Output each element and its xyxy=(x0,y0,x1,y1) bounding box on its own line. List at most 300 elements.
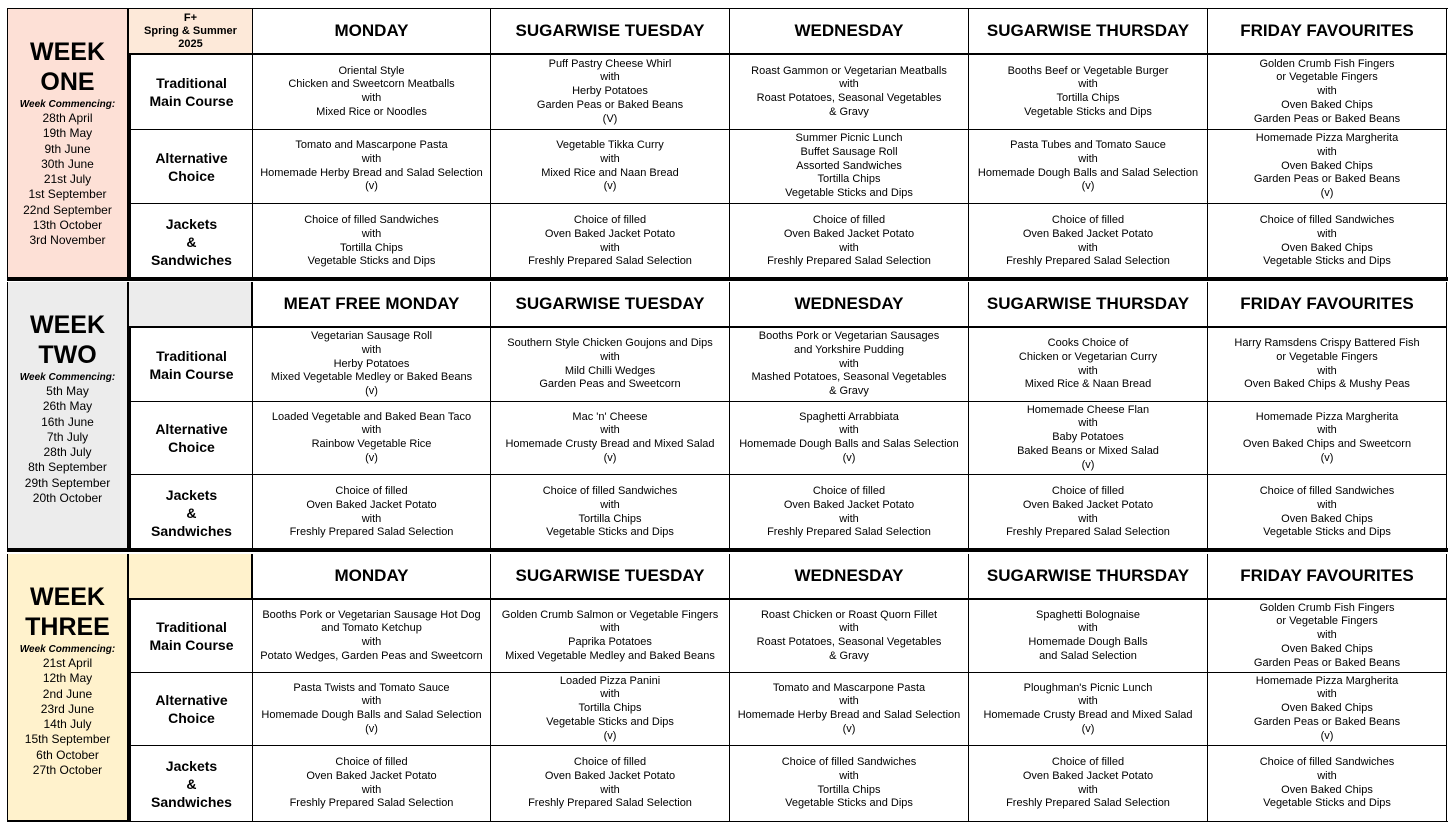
traditional-main-course-row-label: Traditional Main Course xyxy=(129,600,253,673)
menu-line: with xyxy=(1317,769,1337,782)
menu-cell-jackets xyxy=(969,204,1208,279)
menu-line: (v) xyxy=(365,722,378,735)
menu-line: Homemade Pizza Margherita xyxy=(1255,410,1399,423)
season-line2: Spring & Summer xyxy=(144,24,237,37)
menu-line: Vegetable Sticks and Dips xyxy=(307,255,436,268)
menu-line: (v) xyxy=(603,451,617,464)
menu-line: Roast Potatoes, Seasonal Vegetables xyxy=(756,636,942,648)
menu-line: Pasta Twists and Tomato Sauce xyxy=(293,681,450,694)
week-date: 12th May xyxy=(42,671,93,686)
menu-cell-traditional xyxy=(1208,328,1447,402)
week-block xyxy=(7,8,1448,279)
week-dates-list xyxy=(25,384,110,506)
menu-line: Tortilla Chips xyxy=(817,173,881,186)
menu-line: Vegetable Sticks and Dips xyxy=(785,187,913,200)
menu-line: Choice of filled xyxy=(812,485,886,498)
menu-line: Choice of filled Sandwiches xyxy=(1259,214,1395,227)
week-commencing-label: Week Commencing: xyxy=(19,99,116,110)
menu-line: Booths Pork or Vegetarian Sausage Hot Dog xyxy=(262,608,481,621)
day-header: FRIDAY FAVOURITES xyxy=(1208,9,1447,55)
menu-line: Mashed Potatoes, Seasonal Vegetables xyxy=(751,371,947,384)
menu-line: Roast Gammon or Vegetarian Meatballs xyxy=(751,64,947,77)
week-date: 21st July xyxy=(43,172,92,187)
menu-cell-jackets xyxy=(253,204,491,279)
menu-line: Vegetable Sticks and Dips xyxy=(1263,526,1391,539)
menu-line: Chicken or Vegetarian Curry xyxy=(1018,350,1158,363)
menu-line: with xyxy=(600,783,620,796)
menu-line: with xyxy=(839,357,859,370)
menu-line: Southern Style Chicken Goujons and Dips xyxy=(507,337,713,350)
week-title: WEEK ONE xyxy=(30,38,105,96)
menu-line: Freshly Prepared Salad Selection xyxy=(289,526,454,539)
week-date: 16th June xyxy=(41,414,94,429)
menu-line: (v) xyxy=(1081,722,1095,735)
menu-line: Cooks Choice of xyxy=(1047,337,1129,350)
menu-cell-traditional xyxy=(253,600,491,673)
menu-cell-alternative xyxy=(253,673,491,746)
menu-cell-traditional xyxy=(969,55,1208,130)
menu-line: Choice of filled xyxy=(573,214,647,227)
menu-line: and Tomato Ketchup xyxy=(321,622,422,635)
menu-line: with xyxy=(1317,227,1337,240)
menu-line: with xyxy=(600,622,620,635)
menu-cell-alternative xyxy=(730,673,969,746)
menu-line: Herby Potatoes xyxy=(572,85,648,98)
menu-line: Homemade Pizza Margherita xyxy=(1255,132,1399,145)
menu-line: with xyxy=(1078,695,1098,708)
menu-line: Garden Peas or Baked Beans xyxy=(1253,173,1401,186)
menu-line: Oven Baked Jacket Potato xyxy=(544,227,676,240)
menu-line: (v) xyxy=(1081,180,1095,193)
menu-cell-traditional xyxy=(969,600,1208,673)
menu-line: Homemade Herby Bread and Salad Selection xyxy=(260,166,483,179)
day-header: MONDAY xyxy=(253,554,491,600)
week-date: 19th May xyxy=(42,126,93,141)
menu-cell-jackets xyxy=(491,475,730,550)
menu-line: Summer Picnic Lunch xyxy=(795,132,903,145)
menu-line: with xyxy=(600,71,620,84)
menu-cell-traditional xyxy=(1208,600,1447,673)
menu-line: with xyxy=(1078,364,1098,377)
week-date: 29th September xyxy=(24,475,111,490)
menu-line: Tomato and Mascarpone Pasta xyxy=(772,681,926,694)
menu-line: & Gravy xyxy=(829,385,869,398)
menu-line: with xyxy=(361,343,382,356)
menu-line: Oven Baked Jacket Potato xyxy=(1022,227,1154,240)
week-date: 20th October xyxy=(32,491,103,506)
menu-line: & Gravy xyxy=(829,105,869,118)
menu-line: Booths Beef or Vegetable Burger xyxy=(1007,64,1169,77)
menu-line: Loaded Vegetable and Baked Bean Taco xyxy=(271,410,472,423)
menu-line: Choice of filled xyxy=(573,756,647,769)
menu-line: with xyxy=(839,78,859,91)
day-header: MEAT FREE MONDAY xyxy=(253,282,491,328)
menu-line: Freshly Prepared Salad Selection xyxy=(528,797,692,810)
day-header: MONDAY xyxy=(253,9,491,55)
week-date: 14th July xyxy=(43,717,92,732)
menu-line: Assorted Sandwiches xyxy=(796,159,902,172)
menu-line: with xyxy=(1078,417,1098,430)
menu-cell-jackets xyxy=(253,746,491,821)
menu-line: Choice of filled xyxy=(335,756,408,769)
menu-line: & Gravy xyxy=(829,649,869,662)
menu-line: Garden Peas or Baked Beans xyxy=(1253,112,1401,125)
menu-line: Oven Baked Chips & Mushy Peas xyxy=(1244,378,1410,391)
menu-line: with xyxy=(361,783,382,796)
menu-cell-alternative xyxy=(491,130,730,204)
menu-line: Garden Peas and Sweetcorn xyxy=(539,378,681,391)
menu-line: Chicken and Sweetcorn Meatballs xyxy=(288,78,455,91)
menu-line: Mixed Rice & Naan Bread xyxy=(1024,378,1152,391)
menu-line: Mixed Rice and Naan Bread xyxy=(541,166,679,179)
menu-line: Golden Crumb Salmon or Vegetable Fingers xyxy=(501,608,719,621)
season-line1: F+ xyxy=(183,11,198,24)
menu-line: Homemade Cheese Flan xyxy=(1026,403,1150,416)
menu-line: Tortilla Chips xyxy=(817,783,881,796)
menu-line: Tortilla Chips xyxy=(340,241,403,254)
menu-line: with xyxy=(839,769,859,782)
week-dates-list xyxy=(25,656,110,778)
menu-cell-alternative xyxy=(491,402,730,475)
day-header: FRIDAY FAVOURITES xyxy=(1208,282,1447,328)
menu-line: Golden Crumb Fish Fingers xyxy=(1259,57,1395,70)
week-label-panel xyxy=(7,282,129,550)
week-date: 27th October xyxy=(32,763,103,778)
menu-line: Mixed Vegetable Medley and Baked Beans xyxy=(505,649,715,662)
week-title: WEEK THREE xyxy=(25,583,110,641)
menu-line: Choice of filled Sandwiches xyxy=(781,756,917,769)
menu-cell-alternative xyxy=(253,130,491,204)
menu-line: with xyxy=(361,512,382,525)
menu-line: Tortilla Chips xyxy=(578,702,642,715)
menu-line: (v) xyxy=(1320,729,1334,742)
menu-cell-jackets xyxy=(1208,746,1447,821)
menu-line: Mild Chilli Wedges xyxy=(564,364,656,377)
day-header: SUGARWISE THURSDAY xyxy=(969,554,1208,600)
week-date: 9th June xyxy=(44,141,91,156)
menu-line: (v) xyxy=(842,451,856,464)
menu-line: Roast Chicken or Roast Quorn Fillet xyxy=(760,608,938,621)
week-date: 7th July xyxy=(46,429,89,444)
week-block xyxy=(7,554,1448,822)
week-label-panel xyxy=(7,554,129,821)
menu-line: with xyxy=(1317,85,1337,98)
menu-line: Harry Ramsdens Crispy Battered Fish xyxy=(1234,337,1420,350)
menu-line: Mixed Vegetable Medley or Baked Beans xyxy=(270,371,473,384)
menu-line: Vegetable Sticks and Dips xyxy=(1263,255,1391,268)
menu-line: Oven Baked Chips xyxy=(1281,241,1373,254)
menu-line: Homemade Dough Balls and Salas Selection xyxy=(739,438,959,450)
day-header: SUGARWISE TUESDAY xyxy=(491,554,730,600)
menu-cell-jackets xyxy=(730,475,969,550)
week-label-panel xyxy=(7,9,129,279)
menu-line: Rainbow Vegetable Rice xyxy=(311,438,432,450)
menu-line: with xyxy=(1078,783,1098,796)
menu-line: with xyxy=(839,241,859,254)
menu-line: with xyxy=(1078,622,1098,635)
menu-line: with xyxy=(600,152,620,165)
menu-line: Puff Pastry Cheese Whirl xyxy=(548,57,672,70)
menu-cell-alternative xyxy=(1208,673,1447,746)
menu-line: Homemade Dough Balls xyxy=(1028,636,1148,648)
menu-line: Oven Baked Jacket Potato xyxy=(306,498,437,511)
menu-line: Vegetable Sticks and Dips xyxy=(1263,797,1391,810)
menu-line: Oriental Style xyxy=(338,64,405,77)
menu-line: Booths Pork or Vegetarian Sausages xyxy=(758,330,940,343)
week-separator xyxy=(7,548,1448,552)
season-corner xyxy=(129,9,253,55)
menu-cell-alternative xyxy=(1208,130,1447,204)
menu-line: Loaded Pizza Panini xyxy=(559,674,661,687)
menu-cell-alternative xyxy=(1208,402,1447,475)
menu-line: or Vegetable Fingers xyxy=(1276,350,1378,363)
menu-line: Roast Potatoes, Seasonal Vegetables xyxy=(756,92,942,104)
menu-line: Choice of filled Sandwiches xyxy=(304,214,439,227)
menu-cell-traditional xyxy=(491,600,730,673)
menu-line: Oven Baked Chips xyxy=(1281,159,1373,172)
season-line3: 2025 xyxy=(178,37,203,50)
season-corner xyxy=(129,282,253,328)
week-date: 23rd June xyxy=(40,701,95,716)
day-header: SUGARWISE TUESDAY xyxy=(491,9,730,55)
menu-line: Vegetable Sticks and Dips xyxy=(1024,105,1152,118)
menu-cell-alternative xyxy=(969,673,1208,746)
menu-line: Choice of filled xyxy=(812,214,886,227)
menu-cell-jackets xyxy=(969,746,1208,821)
season-corner xyxy=(129,554,253,600)
menu-line: Oven Baked Chips xyxy=(1281,702,1373,715)
week-block xyxy=(7,282,1448,550)
menu-line: or Vegetable Fingers xyxy=(1276,71,1378,84)
alternative-choice-row-label: Alternative Choice xyxy=(129,130,253,204)
week-dates-list xyxy=(23,111,112,249)
menu-line: and Yorkshire Pudding xyxy=(793,343,905,356)
menu-cell-traditional xyxy=(730,328,969,402)
menu-line: Herby Potatoes xyxy=(333,357,410,370)
menu-line: Potato Wedges, Garden Peas and Sweetcorn xyxy=(260,649,483,662)
week-date: 22nd September xyxy=(23,202,112,217)
menu-cell-alternative xyxy=(969,402,1208,475)
menu-line: with xyxy=(1317,629,1337,642)
menu-cell-alternative xyxy=(253,402,491,475)
menu-line: with xyxy=(361,695,382,708)
menu-cell-traditional xyxy=(730,55,969,130)
menu-line: (v) xyxy=(365,385,378,398)
week-date: 28th July xyxy=(43,445,92,460)
jackets-sandwiches-row-label: Jackets & Sandwiches xyxy=(129,746,253,821)
week-date: 26th May xyxy=(42,399,93,414)
menu-line: with xyxy=(361,152,382,165)
menu-line: Choice of filled Sandwiches xyxy=(542,485,678,498)
menu-line: with xyxy=(1078,152,1098,165)
menu-line: Choice of filled xyxy=(1051,756,1125,769)
day-header: WEDNESDAY xyxy=(730,282,969,328)
menu-line: with xyxy=(839,695,859,708)
day-header: WEDNESDAY xyxy=(730,9,969,55)
menu-line: Homemade Crusty Bread and Mixed Salad xyxy=(505,438,715,450)
menu-line: and Salad Selection xyxy=(1039,649,1137,662)
menu-line: Freshly Prepared Salad Selection xyxy=(1006,526,1170,539)
menu-line: Mac 'n' Cheese xyxy=(572,410,648,423)
menu-line: Vegetarian Sausage Roll xyxy=(310,330,433,343)
week-commencing-label: Week Commencing: xyxy=(19,644,116,655)
menu-cell-jackets xyxy=(1208,475,1447,550)
menu-line: with xyxy=(1317,688,1337,701)
menu-line: Oven Baked Jacket Potato xyxy=(783,227,915,240)
menu-cell-alternative xyxy=(969,130,1208,204)
menu-line: Spaghetti Arrabbiata xyxy=(799,410,899,423)
menu-line: Vegetable Tikka Curry xyxy=(556,139,664,152)
menu-line: Vegetable Sticks and Dips xyxy=(546,526,674,539)
week-date: 30th June xyxy=(41,156,94,171)
menu-line: Homemade Herby Bread and Salad Selection xyxy=(737,709,961,721)
menu-line: with xyxy=(361,636,382,648)
menu-line: with xyxy=(361,424,382,437)
menu-line: Pasta Tubes and Tomato Sauce xyxy=(1010,139,1166,152)
week-date: 8th September xyxy=(28,460,107,475)
menu-line: Mixed Rice or Noodles xyxy=(316,105,427,118)
week-date: 21st April xyxy=(42,656,93,670)
menu-line: with xyxy=(1317,364,1337,377)
week-separator xyxy=(7,277,1448,281)
menu-line: Freshly Prepared Salad Selection xyxy=(767,255,931,268)
jackets-sandwiches-row-label: Jackets & Sandwiches xyxy=(129,475,253,550)
menu-line: Oven Baked Chips xyxy=(1281,783,1373,796)
menu-line: Oven Baked Jacket Potato xyxy=(306,769,437,782)
day-header: SUGARWISE THURSDAY xyxy=(969,9,1208,55)
menu-line: with xyxy=(839,512,859,525)
week-commencing-label: Week Commencing: xyxy=(19,372,116,383)
menu-line: with xyxy=(361,92,382,104)
menu-cell-traditional xyxy=(969,328,1208,402)
menu-line: Choice of filled xyxy=(1051,214,1125,227)
week-date: 1st September xyxy=(28,187,107,202)
menu-line: Ploughman's Picnic Lunch xyxy=(1023,681,1153,694)
menu-cell-jackets xyxy=(730,204,969,279)
menu-line: with xyxy=(600,424,620,437)
alternative-choice-row-label: Alternative Choice xyxy=(129,402,253,475)
day-header: WEDNESDAY xyxy=(730,554,969,600)
menu-line: with xyxy=(1078,241,1098,254)
menu-line: Garden Peas or Baked Beans xyxy=(1253,656,1401,669)
week-date: 15th September xyxy=(24,732,111,747)
menu-line: Vegetable Sticks and Dips xyxy=(546,715,674,728)
menu-line: Freshly Prepared Salad Selection xyxy=(1006,255,1170,268)
menu-line: Baby Potatoes xyxy=(1052,431,1124,444)
menu-cell-traditional xyxy=(253,55,491,130)
day-header: SUGARWISE TUESDAY xyxy=(491,282,730,328)
traditional-main-course-row-label: Traditional Main Course xyxy=(129,55,253,130)
menu-line: Homemade Pizza Margherita xyxy=(1255,674,1399,687)
menu-line: Choice of filled xyxy=(335,485,408,498)
menu-line: Tortilla Chips xyxy=(1056,92,1120,104)
menu-line: (v) xyxy=(1081,458,1095,471)
menu-line: Choice of filled Sandwiches xyxy=(1259,756,1395,769)
menu-line: Choice of filled xyxy=(1051,485,1125,498)
menu-line: with xyxy=(839,424,859,437)
menu-line: Homemade Crusty Bread and Mixed Salad xyxy=(983,709,1193,721)
alternative-choice-row-label: Alternative Choice xyxy=(129,673,253,746)
menu-line: Freshly Prepared Salad Selection xyxy=(528,255,692,268)
menu-line: with xyxy=(600,498,620,511)
menu-cell-jackets xyxy=(491,204,730,279)
menu-line: Oven Baked Chips xyxy=(1281,512,1373,525)
menu-line: Garden Peas or Baked Beans xyxy=(536,98,684,111)
menu-line: Paprika Potatoes xyxy=(568,636,652,648)
menu-line: with xyxy=(600,688,620,701)
menu-line: with xyxy=(1317,498,1337,511)
menu-line: Oven Baked Chips and Sweetcorn xyxy=(1242,438,1412,450)
week-date: 6th October xyxy=(36,747,99,762)
menu-line: or Vegetable Fingers xyxy=(1276,615,1378,628)
menu-line: Tortilla Chips xyxy=(578,512,642,525)
menu-line: Vegetable Sticks and Dips xyxy=(785,797,913,810)
menu-line: Golden Crumb Fish Fingers xyxy=(1259,601,1395,614)
menu-line: Oven Baked Chips xyxy=(1281,98,1373,111)
menu-line: with xyxy=(1078,78,1098,91)
menu-line: Baked Beans or Mixed Salad xyxy=(1017,444,1159,457)
menu-line: Spaghetti Bolognaise xyxy=(1036,608,1140,621)
menu-cell-traditional xyxy=(253,328,491,402)
menu-cell-jackets xyxy=(969,475,1208,550)
menu-line: Freshly Prepared Salad Selection xyxy=(1006,797,1170,810)
menu-cell-traditional xyxy=(491,328,730,402)
menu-cell-jackets xyxy=(730,746,969,821)
week-date: 2nd June xyxy=(42,686,93,701)
day-header: FRIDAY FAVOURITES xyxy=(1208,554,1447,600)
menu-cell-traditional xyxy=(730,600,969,673)
menu-line: with xyxy=(361,227,382,240)
week-date: 5th May xyxy=(46,384,89,398)
menu-cell-jackets xyxy=(253,475,491,550)
menu-cell-alternative xyxy=(491,673,730,746)
week-date: 13th October xyxy=(32,218,103,233)
menu-cell-traditional xyxy=(1208,55,1447,130)
menu-cell-jackets xyxy=(1208,204,1447,279)
menu-line: Tomato and Mascarpone Pasta xyxy=(295,139,448,152)
menu-line: with xyxy=(600,350,620,363)
week-date: 3rd November xyxy=(29,233,106,248)
menu-line: Oven Baked Jacket Potato xyxy=(544,769,676,782)
traditional-main-course-row-label: Traditional Main Course xyxy=(129,328,253,402)
menu-line: (v) xyxy=(1320,187,1334,200)
menu-line: (v) xyxy=(603,180,617,193)
menu-line: Oven Baked Chips xyxy=(1281,642,1373,655)
menu-line: (v) xyxy=(1320,451,1334,464)
menu-line: (v) xyxy=(603,729,617,742)
menu-line: Homemade Dough Balls and Salad Selection xyxy=(977,166,1199,179)
menu-line: Homemade Dough Balls and Salad Selection xyxy=(261,709,482,721)
jackets-sandwiches-row-label: Jackets & Sandwiches xyxy=(129,204,253,279)
menu-cell-traditional xyxy=(491,55,730,130)
menu-line: Choice of filled Sandwiches xyxy=(1259,485,1395,498)
menu-line: with xyxy=(1078,512,1098,525)
day-header: SUGARWISE THURSDAY xyxy=(969,282,1208,328)
menu-line: (v) xyxy=(365,180,378,193)
menu-line: with xyxy=(600,241,620,254)
menu-line: (V) xyxy=(602,112,618,125)
menu-line: Garden Peas or Baked Beans xyxy=(1253,715,1401,728)
week-title: WEEK TWO xyxy=(30,311,105,369)
menu-line: Freshly Prepared Salad Selection xyxy=(767,526,931,539)
menu-line: (v) xyxy=(842,722,856,735)
menu-cell-jackets xyxy=(491,746,730,821)
menu-line: with xyxy=(839,622,859,635)
menu-line: (v) xyxy=(365,451,378,464)
week-date: 28th April xyxy=(42,111,93,125)
menu-cell-alternative xyxy=(730,130,969,204)
menu-line: Oven Baked Jacket Potato xyxy=(1022,498,1154,511)
